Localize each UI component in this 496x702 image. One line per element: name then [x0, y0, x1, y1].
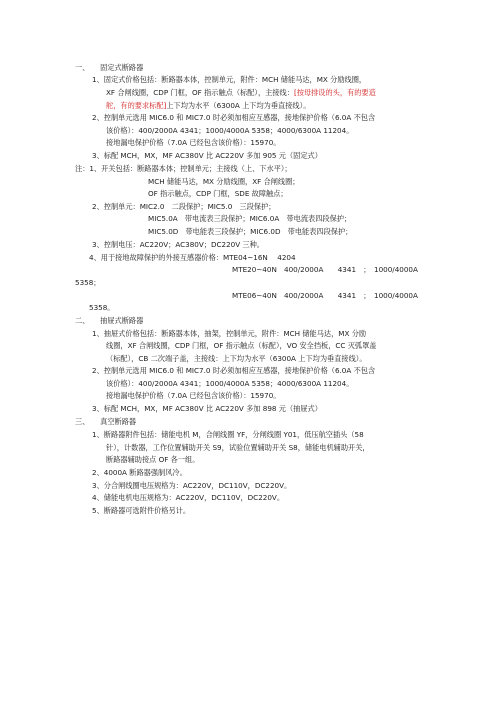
s1-item1-line1: 1、固定式价格包括：断路器本体，控制单元，附件：MCH 储能马达，MX 分励线圈， — [92, 75, 367, 84]
s2-item3: 3、标配 MCH，MX，MF AC380V 比 AC220V 多加 898 元（抽屉式） — [92, 404, 322, 413]
s3-item5: 5、断路器可选附件价格另计。 — [92, 506, 191, 515]
note-1-line2: MCH 储能马达，MX 分励线圈，XF 合闸线圈； — [148, 177, 300, 186]
note-2-line1: 2、控制单元：MIC2.0 二段保护；MIC5.0 三段保护； — [92, 202, 276, 211]
s1-item1-line3-text: 上下均为水平（6300A 上下均为垂直接线）。 — [166, 101, 311, 110]
note-4-mte06-cont: 5358。 — [89, 303, 115, 312]
s2-item1-line3: （标配），CB 二次端子盖，主接线：上下均为水平（6300A 上下均为垂直接线）。 — [106, 354, 367, 363]
note-4: 4、用于接地故障保护的外接互感器价格：MTE04~16N 4204 — [89, 253, 296, 262]
s1-item1-line2-highlight: [按母排设的头，有的要造 — [293, 88, 376, 97]
s3-item1-line2: 针），计数器，工作位置辅助开关 S9，试验位置辅助开关 S8，储能电机辅助开关， — [106, 443, 370, 452]
s3-item1-line1: 1、断路器附件包括：储能电机 M，合闸线圈 YF，分闸线圈 Y01，低压航空插头（58 — [92, 430, 364, 439]
note-3: 3、控制电压：AC220V；AC380V；DC220V 三种。 — [92, 240, 264, 249]
s3-item1-line3: 断路器辅助接点 OF 各一组。 — [106, 455, 200, 464]
section-2-heading: 二、 抽屉式断路器 — [75, 316, 144, 325]
section-1-heading: 一、 固定式断路器 — [75, 63, 144, 72]
section-3-heading: 三、 真空断路器 — [75, 417, 137, 426]
s1-item3: 3、标配 MCH，MX，MF AC380V 比 AC220V 多加 905 元（固定式） — [92, 151, 322, 160]
s2-item2-line3: 接地漏电保护价格（7.0A 已经包含该价格）：15970。 — [106, 391, 281, 400]
s1-item2-line3: 接地漏电保护价格（7.0A 已经包含该价格）：15970。 — [106, 138, 281, 147]
note-4-mte20: MTE20~40N 400/2000A 4341 ； 1000/4000A — [232, 265, 418, 274]
s2-item1-line1: 1、抽屉式价格包括：断路器本体，抽架，控制单元，附件：MCH 储能马达，MX 分励 — [92, 329, 367, 338]
note-1-line1: 注：1、开关包括：断路器本体；控制单元；主接线（上、下水平）； — [75, 164, 292, 173]
s1-item1-line3 — [106, 101, 310, 111]
note-4-mte20-cont: 5358； — [75, 278, 101, 287]
s3-item2: 2、4000A 断路器强制风冷。 — [92, 468, 187, 477]
s2-item2-line1: 2、控制单元选用 MIC6.0 和 MIC7.0 时必须加相应互感器，接地保护价格（6.0A 不包含 — [92, 366, 376, 375]
s2-item2-line2: 该价格）：400/2000A 4341；1000/4000A 5358；4000/6300A 11204。 — [106, 379, 354, 388]
note-2-line2: MIC5.0A 带电流表三段保护；MIC6.0A 带电流表四段保护； — [148, 214, 352, 223]
note-2-line3: MIC5.0D 带电能表三段保护；MIC6.0D 带电能表四段保护； — [148, 227, 353, 236]
s1-item1-line3-highlight: 舵，有的要求标配] — [106, 101, 167, 110]
s2-item1-line2: 线圈，XF 合闸线圈，CDP 门框，OF 指示触点（标配），VO 安全挡板，CC 灭弧罩盖 — [106, 341, 377, 350]
s1-item2-line1: 2、控制单元选用 MIC6.0 和 MIC7.0 时必须加相应互感器，接地保护价格（6.0A 不包含 — [92, 113, 376, 122]
s1-item2-line2: 该价格）：400/2000A 4341；1000/4000A 5358；4000/6300A 11204。 — [106, 126, 354, 135]
note-4-mte06: MTE06~40N 400/2000A 4341 ； 1000/4000A — [232, 291, 418, 300]
s3-item4: 4、储能电机电压规格为：AC220V，DC110V，DC220V。 — [92, 493, 285, 502]
s1-item1-line2-text: XF 合闸线圈，CDP 门框，OF 指示触点（标配），主接线： — [106, 88, 294, 97]
note-1-line3: OF 指示触点，CDP 门框，SDE 故障触点； — [148, 189, 288, 198]
s3-item3: 3、分合闸线圈电压规格为：AC220V，DC110V，DC220V。 — [92, 481, 292, 490]
s1-item1-line2 — [106, 88, 376, 98]
